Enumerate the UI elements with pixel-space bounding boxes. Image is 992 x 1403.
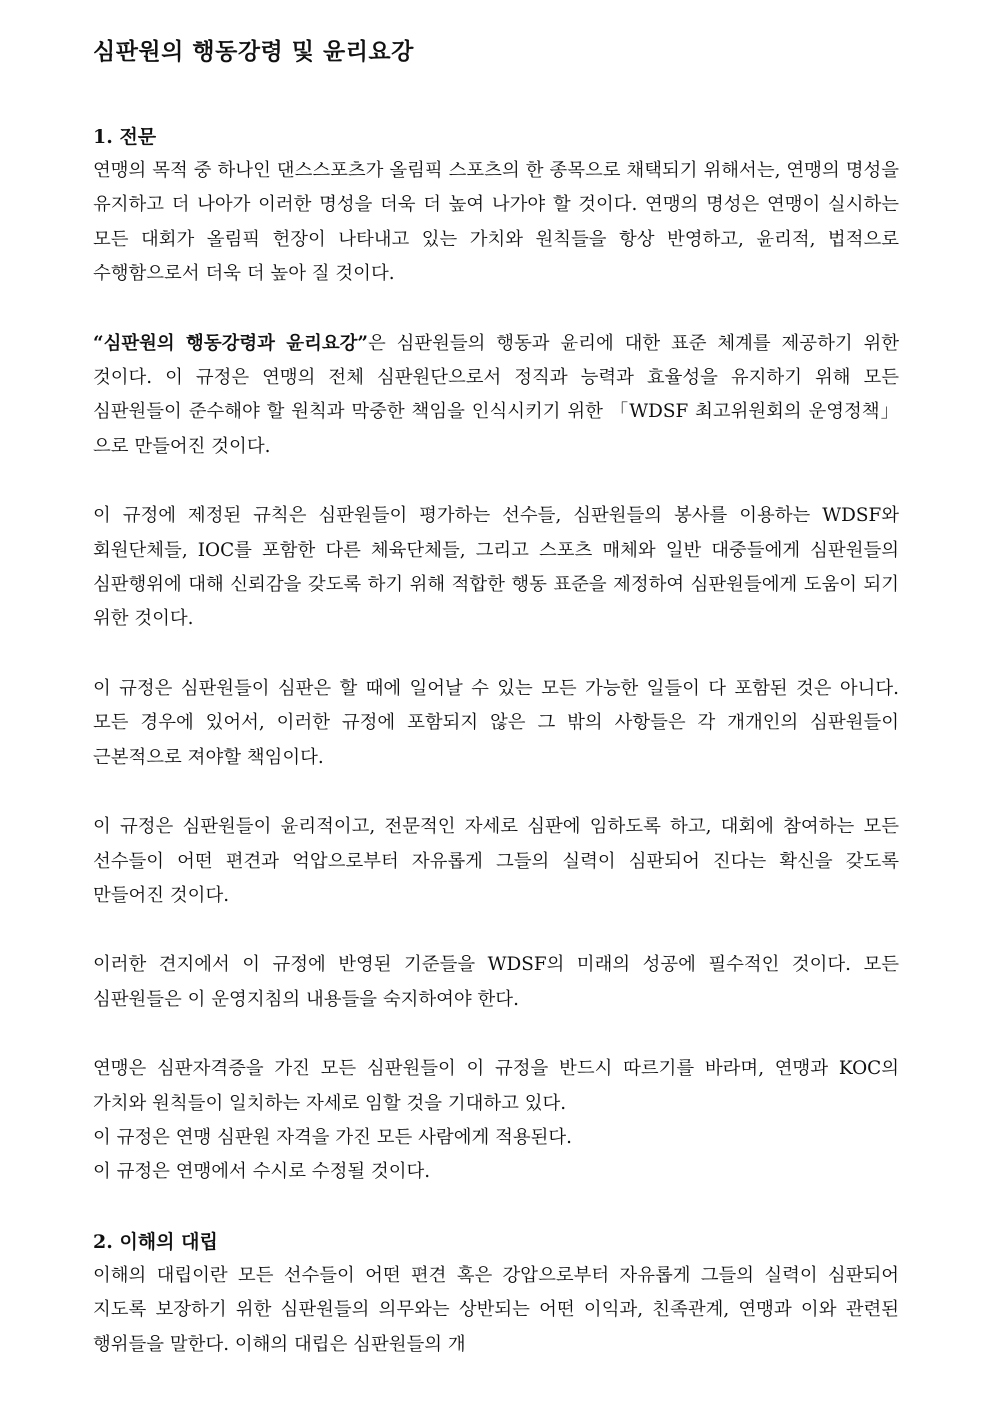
document-title: 심판원의 행동강령 및 윤리요강 [93,39,414,65]
spacer [93,292,899,327]
paragraph: 이해의 대립이란 모든 선수들이 어떤 편견 혹은 강압으로부터 자유롭게 그들의 실력이 심판되어 지도록 보장하기 위한 심판원들의 의무와는 상반되는 어떤 이익과, 친족관계, 연맹과 이와 관련된 행위들을 말한다. 이해의 대립은 심판원들의 개 [93,1264,899,1355]
spacer [93,775,899,810]
paragraph: 이러한 견지에서 이 규정에 반영된 기준들을 WDSF의 미래의 성공에 필수적인 것이다. 모든 심판원들은 이 운영지침의 내용들을 숙지하여야 한다. [93,954,899,1010]
paragraph: 이 규정은 연맹 심판원 자격을 가진 모든 사람에게 적용된다. [93,1126,572,1148]
paragraph: 연맹은 심판자격증을 가진 모든 심판원들이 이 규정을 반드시 따르기를 바라며, 연맹과 KOC의 가치와 원칙들이 일치하는 자세로 임할 것을 기대하고 있다. [93,1058,899,1114]
paragraph: 이 규정은 심판원들이 윤리적이고, 전문적인 자세로 심판에 임하도록 하고, 대회에 참여하는 모든 선수들이 어떤 편견과 억압으로부터 자유롭게 그들의 실력이 심판되어 진다는 확신을 갖도록 만들어진 것이다. [93,816,899,906]
section-preamble [93,120,899,1225]
paragraph: 이 규정은 연맹에서 수시로 수정될 것이다. [93,1161,431,1183]
paragraph-text: 은 심판원들의 행동과 윤리에 대한 표준 체계를 제공하기 위한 것이다. 이 규정은 연맹의 전체 심판원단으로서 정직과 능력과 효율성을 유지하기 위해 모든 심판원들이 준수해야 할 원칙과 막중한 책임을 인식시키기 위한 「WDSF 최고위원회의 운영정책」으로 만들어진 것이다. [93,332,899,457]
section-heading-preamble: 1. 전문 [93,126,157,148]
section-heading-conflict: 2. 이해의 대립 [93,1230,218,1253]
spacer [93,637,899,672]
spacer [93,464,899,499]
paragraph [93,327,899,465]
document-page [93,32,899,1362]
paragraph: 이 규정은 심판원들이 심판은 할 때에 일어날 수 있는 모든 가능한 일들이 다 포함된 것은 아니다. 모든 경우에 있어서, 이러한 규정에 포함되지 않은 그 밖의 사항들은 각 개개인의 심판원들이 근본적으로 져야할 책임이다. [93,677,899,768]
code-name-emphasis: “심판원의 행동강령과 윤리요강” [93,332,368,354]
spacer [93,72,899,120]
spacer [93,913,899,948]
spacer [93,1017,899,1052]
paragraph: 연맹의 목적 중 하나인 댄스스포츠가 올림픽 스포츠의 한 종목으로 채택되기 위해서는, 연맹의 명성을 유지하고 더 나아가 이러한 명성을 더욱 더 높여 나가야 할 것이다. 연맹의 명성은 연맹이 실시하는 모든 대회가 올림픽 헌장이 나타내고 있는 가치와 원칙들을 항상 반영하고, 윤리적, 법적으로 수행함으로서 더욱 더 높아 질 것이다. [93,160,899,285]
spacer [93,1190,899,1225]
paragraph: 이 규정에 제정된 규칙은 심판원들이 평가하는 선수들, 심판원들의 봉사를 이용하는 WDSF와 회원단체들, IOC를 포함한 다른 체육단체들, 그리고 스포츠 매체와 일반 대중들에게 심판원들의 심판행위에 대해 신뢰감을 갖도록 하기 위해 적합한 행동 표준을 제정하여 심판원들에게 도움이 되기 위한 것이다. [93,505,899,630]
section-conflict-of-interest [93,1225,899,1362]
